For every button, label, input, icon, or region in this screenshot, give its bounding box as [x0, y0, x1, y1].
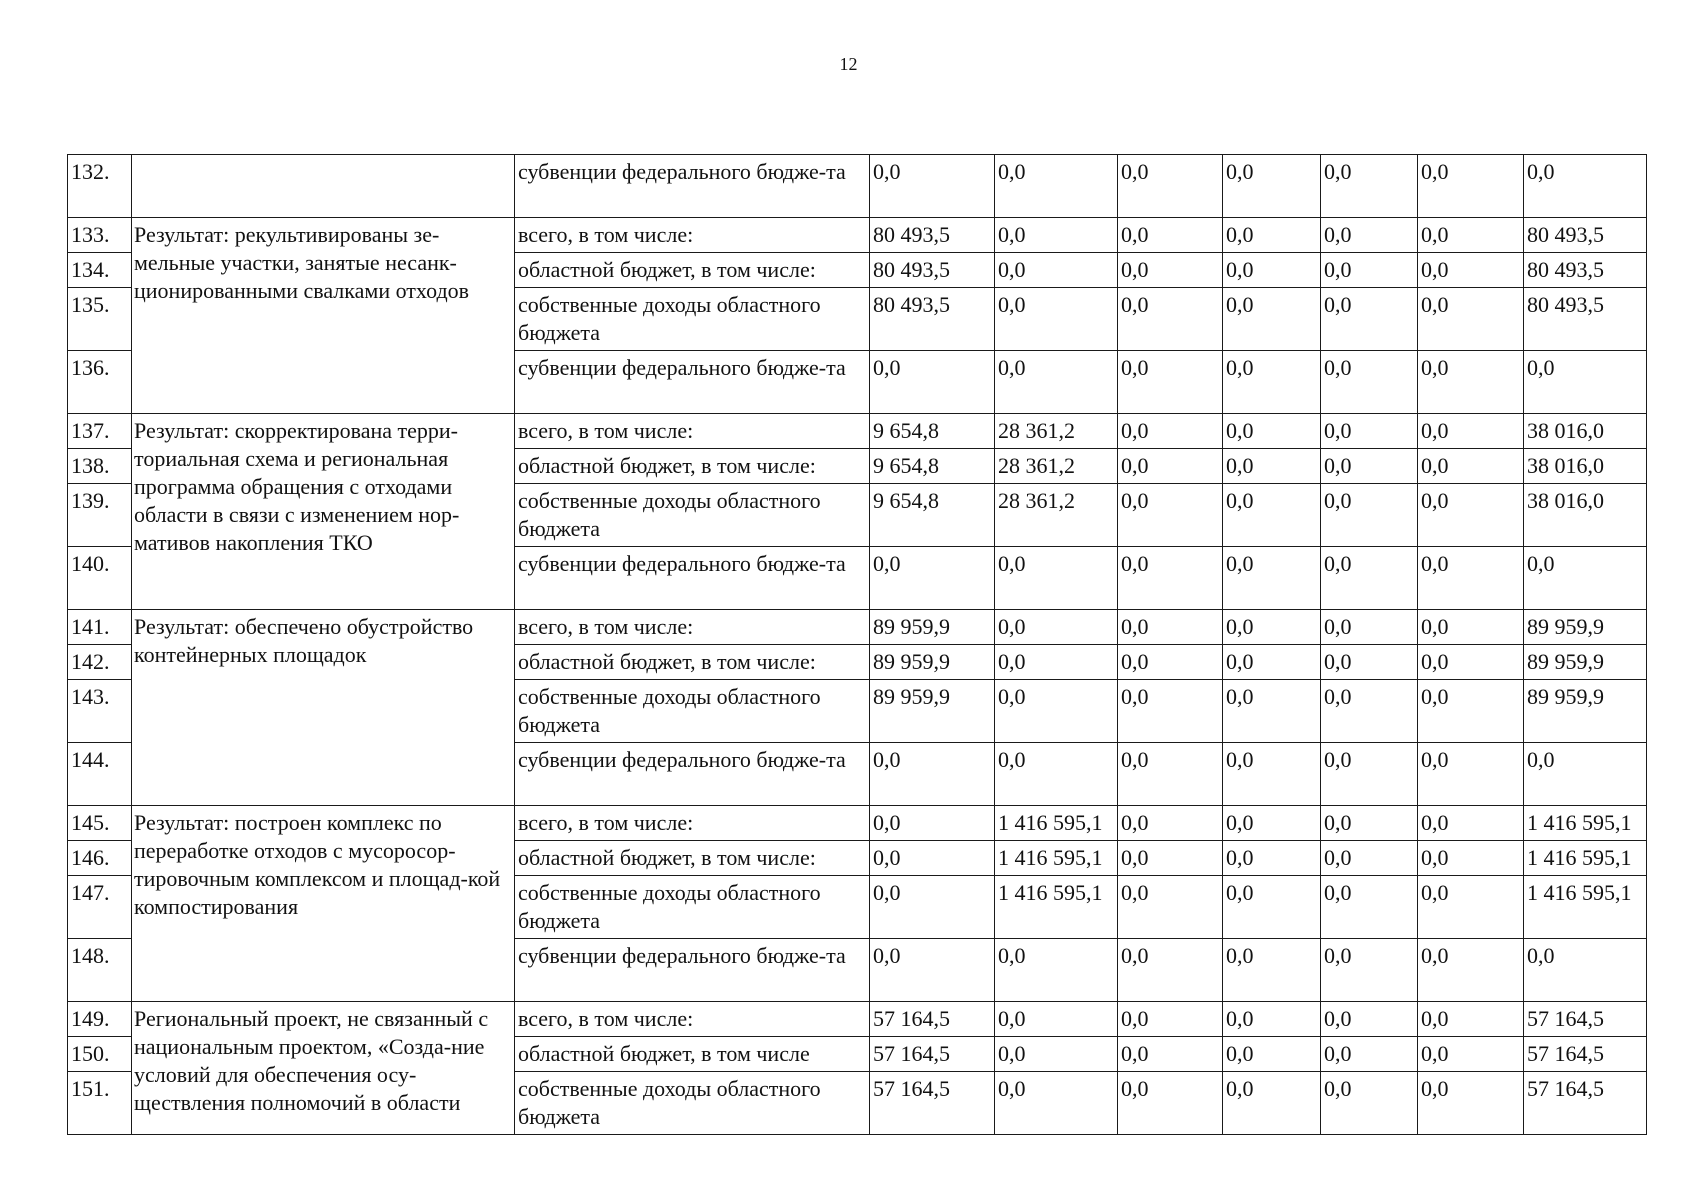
value-cell: 0,0	[1118, 680, 1223, 743]
total-cell: 89 959,9	[1524, 610, 1647, 645]
funding-source: областной бюджет, в том числе:	[515, 841, 870, 876]
value-cell: 0,0	[995, 645, 1118, 680]
row-number: 142.	[68, 645, 132, 680]
total-cell: 89 959,9	[1524, 645, 1647, 680]
table-row	[68, 610, 1647, 645]
value-cell: 0,0	[995, 547, 1118, 610]
total-cell: 38 016,0	[1524, 414, 1647, 449]
total-cell: 89 959,9	[1524, 680, 1647, 743]
funding-source: областной бюджет, в том числе:	[515, 645, 870, 680]
value-cell: 0,0	[1418, 351, 1524, 414]
table-row	[68, 1002, 1647, 1037]
row-number: 146.	[68, 841, 132, 876]
value-cell: 0,0	[1223, 351, 1321, 414]
funding-source: областной бюджет, в том числе	[515, 1037, 870, 1072]
value-cell: 0,0	[1321, 1037, 1418, 1072]
page-number: 12	[839, 54, 858, 74]
value-cell: 0,0	[1418, 218, 1524, 253]
value-cell: 0,0	[1321, 743, 1418, 806]
value-cell: 0,0	[1118, 939, 1223, 1002]
value-cell: 0,0	[1223, 449, 1321, 484]
row-number: 143.	[68, 680, 132, 743]
row-number: 149.	[68, 1002, 132, 1037]
total-cell: 1 416 595,1	[1524, 876, 1647, 939]
funding-source: всего, в том числе:	[515, 806, 870, 841]
value-cell: 0,0	[1223, 743, 1321, 806]
value-cell: 0,0	[1321, 253, 1418, 288]
value-cell: 0,0	[1118, 610, 1223, 645]
value-cell: 0,0	[870, 743, 995, 806]
value-cell: 0,0	[1223, 645, 1321, 680]
value-cell: 0,0	[1223, 1037, 1321, 1072]
table-row	[68, 806, 1647, 841]
row-number: 138.	[68, 449, 132, 484]
value-cell: 0,0	[1223, 610, 1321, 645]
value-cell: 0,0	[1223, 1072, 1321, 1135]
value-cell: 0,0	[1418, 1072, 1524, 1135]
funding-source: областной бюджет, в том числе:	[515, 449, 870, 484]
total-cell: 1 416 595,1	[1524, 841, 1647, 876]
value-cell: 0,0	[995, 680, 1118, 743]
value-cell: 0,0	[995, 1002, 1118, 1037]
value-cell: 0,0	[1321, 288, 1418, 351]
result-description	[132, 155, 515, 218]
value-cell: 0,0	[1418, 743, 1524, 806]
value-cell: 0,0	[1118, 414, 1223, 449]
value-cell: 1 416 595,1	[995, 876, 1118, 939]
value-cell: 0,0	[1321, 841, 1418, 876]
funding-source: всего, в том числе:	[515, 414, 870, 449]
row-number: 135.	[68, 288, 132, 351]
value-cell: 0,0	[1418, 876, 1524, 939]
value-cell: 0,0	[1321, 1002, 1418, 1037]
total-cell: 80 493,5	[1524, 218, 1647, 253]
value-cell: 0,0	[1118, 449, 1223, 484]
value-cell: 0,0	[1321, 351, 1418, 414]
value-cell: 9 654,8	[870, 414, 995, 449]
value-cell: 0,0	[1321, 806, 1418, 841]
value-cell: 28 361,2	[995, 449, 1118, 484]
value-cell: 0,0	[1223, 253, 1321, 288]
value-cell: 28 361,2	[995, 414, 1118, 449]
row-number: 139.	[68, 484, 132, 547]
value-cell: 0,0	[1118, 1072, 1223, 1135]
funding-source: областной бюджет, в том числе:	[515, 253, 870, 288]
value-cell: 0,0	[870, 547, 995, 610]
funding-source: субвенции федерального бюдже-та	[515, 743, 870, 806]
value-cell: 0,0	[1223, 1002, 1321, 1037]
value-cell: 0,0	[1118, 155, 1223, 218]
value-cell: 0,0	[1118, 876, 1223, 939]
total-cell: 57 164,5	[1524, 1072, 1647, 1135]
value-cell: 0,0	[1118, 218, 1223, 253]
total-cell: 0,0	[1524, 547, 1647, 610]
value-cell: 0,0	[870, 155, 995, 218]
value-cell: 0,0	[870, 806, 995, 841]
value-cell: 0,0	[1321, 155, 1418, 218]
value-cell: 0,0	[1223, 876, 1321, 939]
value-cell: 0,0	[1418, 484, 1524, 547]
value-cell: 0,0	[1118, 547, 1223, 610]
value-cell: 0,0	[1118, 1037, 1223, 1072]
value-cell: 0,0	[995, 253, 1118, 288]
value-cell: 0,0	[1118, 484, 1223, 547]
funding-source: субвенции федерального бюдже-та	[515, 547, 870, 610]
value-cell: 0,0	[1321, 645, 1418, 680]
value-cell: 0,0	[1418, 680, 1524, 743]
result-description: Результат: скорректирована терри-ториальная схема и региональная программа обращения с отходами области в связи с изменением нор-мативов накопления ТКО	[132, 414, 515, 610]
value-cell: 0,0	[1118, 1002, 1223, 1037]
row-number: 136.	[68, 351, 132, 414]
value-cell: 0,0	[1118, 253, 1223, 288]
row-number: 150.	[68, 1037, 132, 1072]
value-cell: 0,0	[1118, 841, 1223, 876]
row-number: 147.	[68, 876, 132, 939]
value-cell: 0,0	[1418, 1037, 1524, 1072]
value-cell: 0,0	[1321, 939, 1418, 1002]
row-number: 133.	[68, 218, 132, 253]
value-cell: 57 164,5	[870, 1037, 995, 1072]
value-cell: 0,0	[1418, 1002, 1524, 1037]
result-description: Результат: обеспечено обустройство контейнерных площадок	[132, 610, 515, 806]
value-cell: 0,0	[995, 1072, 1118, 1135]
value-cell: 0,0	[1118, 645, 1223, 680]
total-cell: 80 493,5	[1524, 288, 1647, 351]
funding-source: субвенции федерального бюдже-та	[515, 351, 870, 414]
value-cell: 1 416 595,1	[995, 841, 1118, 876]
total-cell: 80 493,5	[1524, 253, 1647, 288]
result-description: Результат: рекультивированы зе-мельные участки, занятые несанк-ционированными свалками отходов	[132, 218, 515, 414]
table-row	[68, 414, 1647, 449]
row-number: 141.	[68, 610, 132, 645]
value-cell: 0,0	[995, 743, 1118, 806]
value-cell: 89 959,9	[870, 610, 995, 645]
value-cell: 0,0	[1418, 449, 1524, 484]
value-cell: 0,0	[1223, 414, 1321, 449]
value-cell: 1 416 595,1	[995, 806, 1118, 841]
funding-source: собственные доходы областного бюджета	[515, 680, 870, 743]
value-cell: 0,0	[1223, 484, 1321, 547]
value-cell: 28 361,2	[995, 484, 1118, 547]
value-cell: 80 493,5	[870, 253, 995, 288]
value-cell: 0,0	[1418, 806, 1524, 841]
value-cell: 0,0	[1418, 547, 1524, 610]
total-cell: 38 016,0	[1524, 449, 1647, 484]
value-cell: 0,0	[1223, 841, 1321, 876]
funding-source: всего, в том числе:	[515, 1002, 870, 1037]
value-cell: 0,0	[995, 351, 1118, 414]
value-cell: 0,0	[995, 288, 1118, 351]
total-cell: 38 016,0	[1524, 484, 1647, 547]
funding-source: субвенции федерального бюдже-та	[515, 155, 870, 218]
row-number: 151.	[68, 1072, 132, 1135]
value-cell: 0,0	[1418, 414, 1524, 449]
total-cell: 0,0	[1524, 939, 1647, 1002]
value-cell: 0,0	[995, 218, 1118, 253]
value-cell: 0,0	[1321, 218, 1418, 253]
funding-source: собственные доходы областного бюджета	[515, 1072, 870, 1135]
row-number: 140.	[68, 547, 132, 610]
row-number: 132.	[68, 155, 132, 218]
row-number: 134.	[68, 253, 132, 288]
value-cell: 0,0	[1418, 155, 1524, 218]
value-cell: 0,0	[1223, 155, 1321, 218]
funding-source: собственные доходы областного бюджета	[515, 484, 870, 547]
value-cell: 0,0	[870, 939, 995, 1002]
value-cell: 9 654,8	[870, 449, 995, 484]
total-cell: 0,0	[1524, 351, 1647, 414]
result-description: Региональный проект, не связанный с национальным проектом, «Созда-ние условий для обеспечения осу-ществления полномочий в области	[132, 1002, 515, 1135]
value-cell: 0,0	[1118, 806, 1223, 841]
value-cell: 0,0	[1418, 610, 1524, 645]
value-cell: 0,0	[1321, 680, 1418, 743]
funding-source: всего, в том числе:	[515, 218, 870, 253]
value-cell: 0,0	[1418, 841, 1524, 876]
value-cell: 0,0	[995, 610, 1118, 645]
value-cell: 0,0	[995, 155, 1118, 218]
funding-source: всего, в том числе:	[515, 610, 870, 645]
funding-source: субвенции федерального бюдже-та	[515, 939, 870, 1002]
value-cell: 0,0	[1418, 253, 1524, 288]
value-cell: 0,0	[1321, 484, 1418, 547]
value-cell: 0,0	[1321, 1072, 1418, 1135]
total-cell: 1 416 595,1	[1524, 806, 1647, 841]
table-row	[68, 218, 1647, 253]
value-cell: 0,0	[1321, 547, 1418, 610]
row-number: 148.	[68, 939, 132, 1002]
value-cell: 0,0	[1223, 939, 1321, 1002]
value-cell: 0,0	[1223, 680, 1321, 743]
value-cell: 0,0	[870, 351, 995, 414]
value-cell: 0,0	[1418, 645, 1524, 680]
value-cell: 89 959,9	[870, 645, 995, 680]
row-number: 144.	[68, 743, 132, 806]
value-cell: 9 654,8	[870, 484, 995, 547]
total-cell: 0,0	[1524, 155, 1647, 218]
value-cell: 0,0	[870, 841, 995, 876]
value-cell: 0,0	[995, 1037, 1118, 1072]
value-cell: 0,0	[1223, 218, 1321, 253]
value-cell: 0,0	[1321, 610, 1418, 645]
value-cell: 80 493,5	[870, 288, 995, 351]
value-cell: 57 164,5	[870, 1072, 995, 1135]
result-description: Результат: построен комплекс по переработке отходов с мусоросор-тировочным комплексом и площад-кой компостирования	[132, 806, 515, 1002]
value-cell: 89 959,9	[870, 680, 995, 743]
value-cell: 0,0	[1118, 351, 1223, 414]
value-cell: 0,0	[995, 939, 1118, 1002]
row-number: 145.	[68, 806, 132, 841]
value-cell: 0,0	[1118, 743, 1223, 806]
budget-table	[67, 154, 1647, 1135]
value-cell: 0,0	[870, 876, 995, 939]
funding-source: собственные доходы областного бюджета	[515, 288, 870, 351]
value-cell: 57 164,5	[870, 1002, 995, 1037]
table-row	[68, 155, 1647, 218]
value-cell: 0,0	[1118, 288, 1223, 351]
funding-source: собственные доходы областного бюджета	[515, 876, 870, 939]
total-cell: 57 164,5	[1524, 1037, 1647, 1072]
total-cell: 57 164,5	[1524, 1002, 1647, 1037]
value-cell: 0,0	[1321, 449, 1418, 484]
value-cell: 0,0	[1223, 806, 1321, 841]
value-cell: 0,0	[1418, 288, 1524, 351]
value-cell: 0,0	[1223, 547, 1321, 610]
value-cell: 0,0	[1321, 876, 1418, 939]
value-cell: 80 493,5	[870, 218, 995, 253]
total-cell: 0,0	[1524, 743, 1647, 806]
value-cell: 0,0	[1418, 939, 1524, 1002]
value-cell: 0,0	[1223, 288, 1321, 351]
row-number: 137.	[68, 414, 132, 449]
value-cell: 0,0	[1321, 414, 1418, 449]
